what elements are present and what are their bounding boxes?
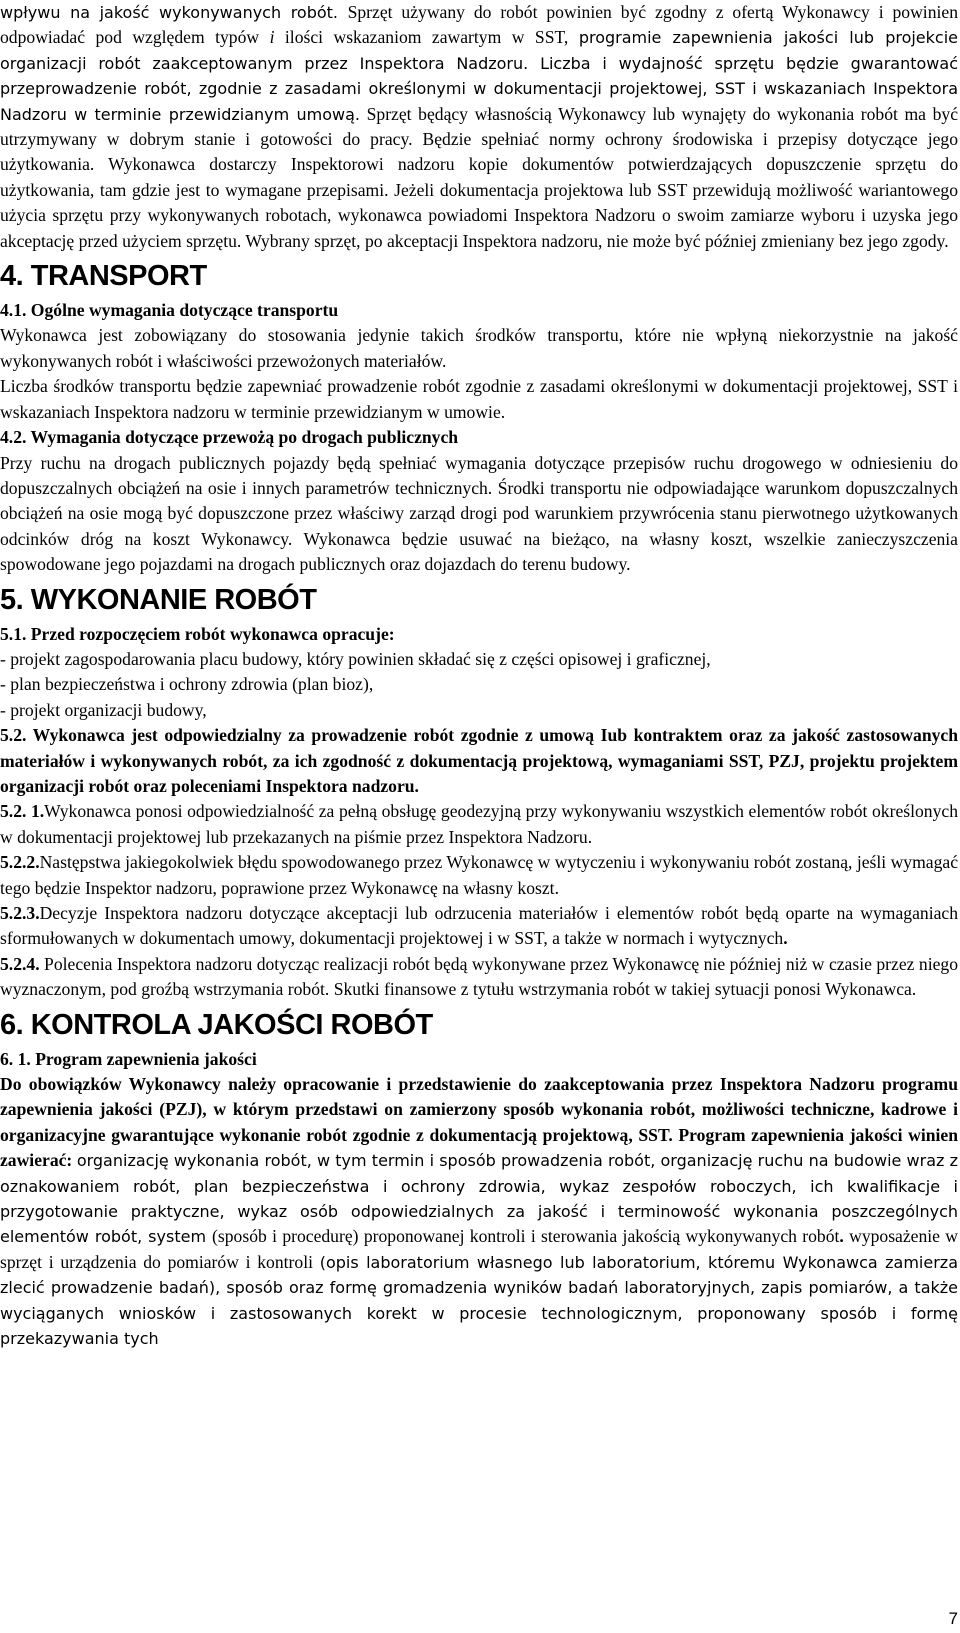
text-run: i	[269, 27, 275, 48]
paragraph	[0, 451, 958, 578]
text-run: 5.2.3.	[0, 903, 40, 923]
text-run: 5.2. Wykonawca jest odpowiedzialny za prowadzenie robót zgodnie z umową Iub kontraktem oraz za jakość zastosowanych materiałów i wykonywanych robót, za ich zgodność z dokumentacją projektową, wymaganiami SST, PZJ, projektu projektem organizacji robót oraz poleceniami Inspektora nadzoru.	[0, 725, 958, 796]
paragraph	[0, 1047, 958, 1072]
text-run: Następstwa jakiegokolwiek błędu spowodowanego przez Wykonawcę w wytyczeniu i wykonywaniu robót zostaną, jeśli wymagać tego będzie Inspektor nadzoru, poprawione przez Wykonawcę na własny koszt.	[0, 852, 958, 898]
text-run: (sposób i procedurę) proponowanej kontroli i sterowania jakością wykonywanych robót	[212, 1226, 840, 1247]
text-run: ilości wskazaniom zawartym w SST,	[274, 27, 579, 48]
text-run: .	[783, 928, 788, 949]
text-run: 6. 1. Program zapewnienia jakości	[0, 1048, 257, 1069]
paragraph	[0, 374, 958, 425]
text-run: - projekt zagospodarowania placu budowy, który powinien składać się z części opisowej i graficznej,	[0, 648, 711, 669]
text-run: Wykonawca ponosi odpowiedzialność za pełną obsługę geodezyjną przy wykonywaniu wszystkich elementów robót określonych w dokumentacji projektowej lub przekazanych na piśmie przez Inspektora Nadzoru.	[0, 801, 958, 847]
paragraph	[0, 323, 958, 374]
paragraph	[0, 850, 958, 901]
text-run: - plan bezpieczeństwa i ochrony zdrowia (plan bioz),	[0, 674, 374, 695]
paragraph	[0, 298, 958, 323]
paragraph	[0, 901, 958, 952]
paragraph	[0, 1072, 958, 1351]
text-run: 4.2. Wymagania dotyczące przewożą po drogach publicznych	[0, 427, 459, 448]
text-run: Sprzęt używany do robót powinien być zgodny z ofertą Wykonawcy i powinien odpowiadać pod względem typów	[0, 2, 958, 48]
page-number: 7	[948, 1609, 958, 1628]
paragraph	[0, 723, 958, 799]
section-heading: 4. TRANSPORT	[0, 260, 207, 293]
text-run: Liczba i wydajność sprzętu będzie gwarantować przeprowadzenie robót, zgodnie z zasadami określonymi w dokumentacji projektowej, SST i wskazaniach Inspektora Nadzoru w terminie przewidzianym umową.	[0, 53, 958, 124]
text-run: 5.2. 1.	[0, 801, 45, 822]
paragraph	[0, 0, 958, 254]
paragraph	[0, 672, 958, 697]
paragraph	[0, 799, 958, 850]
paragraph	[0, 647, 958, 672]
text-run: Liczba środków transportu będzie zapewniać prowadzenie robót zgodnie z zasadami określonymi w dokumentacji projektowej, SST i wskazaniach Inspektora nadzoru w terminie przewidzianym w umowie.	[0, 376, 958, 422]
paragraph	[0, 952, 958, 1003]
text-run: 5.1. Przed rozpoczęciem robót wykonawca opracuje:	[0, 623, 395, 644]
text-run: Przy ruchu na drogach publicznych pojazdy będą spełniać wymagania dotyczące przepisów ruchu drogowego w odniesieniu do dopuszczalnych obciążeń na osie i innych parametrów technicznych. Środki transportu nie odpowiadające warunkom dopuszczalnych obciążeń na osie mogą być dopuszczone przez właściwy zarząd drogi pod warunkiem przywrócenia stanu pierwotnego użytkowanych odcinków dróg na koszt Wykonawcy. Wykonawca będzie usuwać na bieżąco, na własny koszt, wszelkie zanieczyszczenia spowodowane jego pojazdami na drogach publicznych oraz dojazdach do terenu budowy.	[0, 452, 958, 575]
text-run: 4.1. Ogólne wymagania dotyczące transportu	[0, 300, 339, 321]
text-run: organizację wykonania robót, w tym termin i sposób prowadzenia robót, organizację ruchu na budowie wraz z oznakowaniem robót, plan bezpieczeństwa i ochrony zdrowia, wykaz zespołów roboczych, ich kwalifikacje i przygotowanie praktyczne, wykaz osób odpowiedzialnych za jakość i terminowość wykonania poszczególnych elementów robót, system	[0, 1151, 958, 1247]
paragraph	[0, 622, 958, 647]
paragraph	[0, 425, 958, 450]
text-run: Polecenia Inspektora nadzoru dotycząc realizacji robót będą wykonywane przez Wykonawcę nie później niż w czasie przez niego wyznaczonym, pod groźbą wstrzymania robót. Skutki finansowe z tytułu wstrzymania robót w takiej sytuacji ponosi Wykonawca.	[0, 953, 958, 1000]
paragraph	[0, 698, 958, 723]
text-run: 5.2.2.	[0, 852, 40, 873]
text-run: 5.2.4.	[0, 953, 40, 974]
text-run: programie zapewnienia jakości lub projekcie organizacji robót zaakceptowanym przez Inspektora Nadzoru.	[0, 28, 958, 73]
text-run: wyposażenie w sprzęt i urządzenia do pomiarów i kontroli	[0, 1226, 959, 1272]
text-run: Do obowiązków Wykonawcy należy opracowanie i przedstawienie do zaakceptowania przez Inspektora Nadzoru programu zapewnienia jakości (PZJ), w którym przedstawi on zamierzony sposób wykonania robót, możliwości techniczne, kadrowe i organizacyjne gwarantujące wykonanie robót zgodnie z dokumentacją projektową, SST. Program zapewnienia jakości winien zawierać:	[0, 1074, 958, 1171]
text-run: wpływu na jakość wykonywanych robót.	[0, 3, 348, 22]
text-run: (opis laboratorium własnego lub laboratorium, któremu Wykonawca zamierza zlecić prowadzenie badań), sposób oraz formę gromadzenia wyników badań laboratoryjnych, zapis pomiarów, a także wyciąganych wniosków i zastosowanych korekt w procesie technologicznym, proponowany sposób i formę przekazywania tych	[0, 1252, 958, 1349]
text-run: Wykonawca jest zobowiązany do stosowania jedynie takich środków transportu, które nie wpłyną niekorzystnie na jakość wykonywanych robót i właściwości przewożonych materiałów.	[0, 325, 958, 371]
text-run: Sprzęt będący własnością Wykonawcy lub wynajęty do wykonania robót ma być utrzymywany w dobrym stanie i gotowości do pracy. Będzie spełniać normy ochrony środowiska i przepisy dotyczące jego użytkowania. Wykonawca dostarczy Inspektorowi nadzoru kopie dokumentów potwierdzających dopuszczenie sprzętu do użytkowania, tam gdzie jest to wymagane przepisami. Jeżeli dokumentacja projektowa lub SST przewidują możliwość wariantowego użycia sprzętu przy wykonywanych robotach, wykonawca powiadomi Inspektora Nadzoru o swoim zamiarze wyboru i uzyska jego akceptację przed użyciem sprzętu. Wybrany sprzęt, po akceptacji Inspektora nadzoru, nie może być później zmieniany bez jego zgody.	[0, 103, 959, 251]
text-run: Decyzje Inspektora nadzoru dotyczące akceptacji lub odrzucenia materiałów i elementów robót będą oparte na wymaganiach sformułowanych w dokumentach umowy, dokumentacji projektowej i w SST, a także w normach i wytycznych	[0, 903, 958, 949]
text-run: - projekt organizacji budowy,	[0, 699, 207, 720]
section-heading: 6. KONTROLA JAKOŚCI ROBÓT	[0, 1008, 433, 1041]
text-run: .	[839, 1226, 844, 1247]
section-heading: 5. WYKONANIE ROBÓT	[0, 583, 317, 616]
